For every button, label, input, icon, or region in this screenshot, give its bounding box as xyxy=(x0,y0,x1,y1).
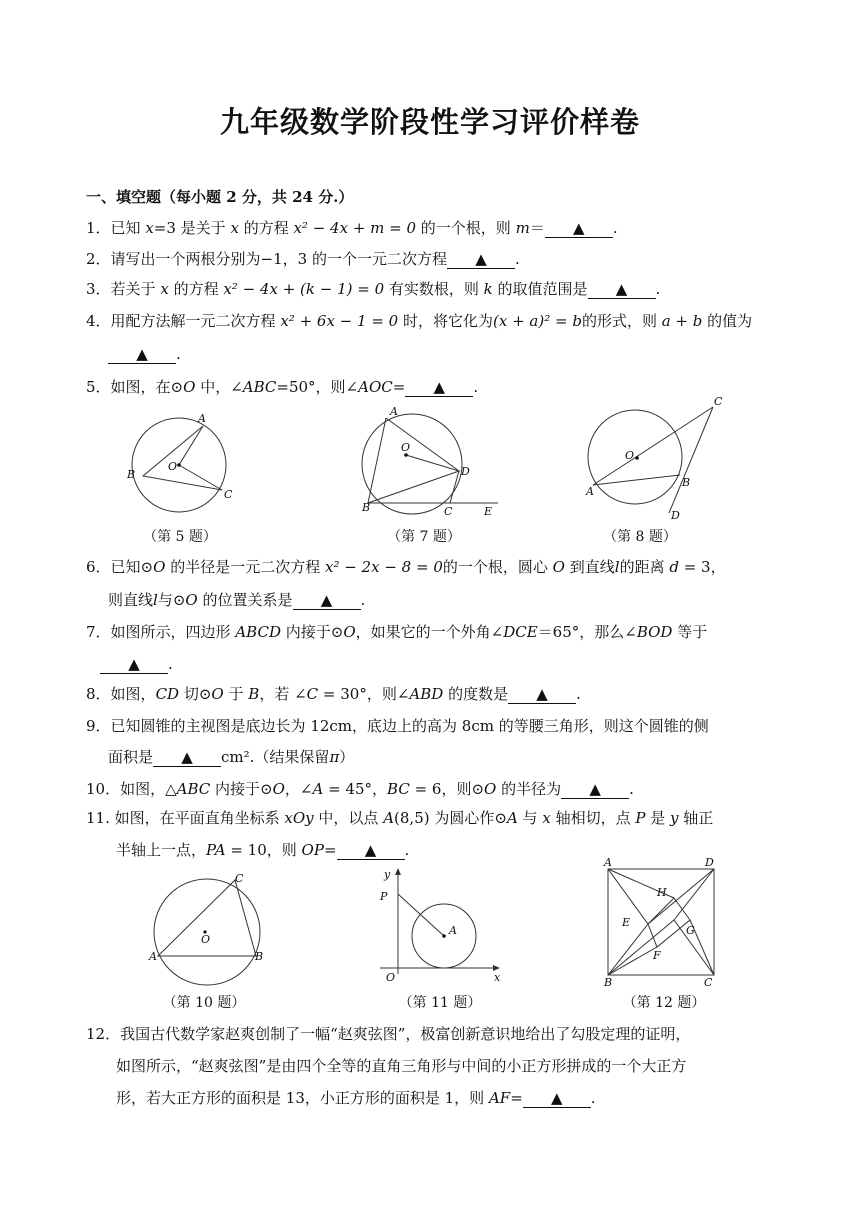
figure-11-caption: （第 11 题） xyxy=(398,995,482,1011)
point-label: A xyxy=(586,485,594,498)
point-label: D xyxy=(705,856,714,869)
point-label: B xyxy=(604,976,613,989)
question-12-line2: 如图所示，“赵爽弦图”是由四个全等的直角三角形与中间的小正方形拼成的一个大正方 xyxy=(116,1057,687,1075)
point-label: D xyxy=(671,509,680,520)
point-label: O xyxy=(201,933,211,946)
answer-blank[interactable]: ▲ xyxy=(508,685,576,704)
question-7-answer: ▲ . xyxy=(100,654,173,674)
point-label: O xyxy=(386,971,396,984)
figure-10 xyxy=(145,870,270,988)
point-label: C xyxy=(714,395,723,408)
point-label: C xyxy=(224,488,233,501)
question-9-line2: 面积是 ▲ cm².（结果保留π） xyxy=(108,748,355,766)
question-5: 5．如图，在⊙O 中，∠ABC=50°，则∠AOC= ▲ . xyxy=(86,378,479,396)
point-label: D xyxy=(461,465,470,478)
question-10: 10．如图，△ABC 内接于⊙O，∠A = 45°，BC = 6，则⊙O 的半径为 ▲ . xyxy=(86,780,634,798)
paper-title: 九年级数学阶段性学习评价样卷 xyxy=(219,105,640,139)
question-11: 11. 如图，在平面直角坐标系 xOy 中，以点 A(8,5) 为圆心作⊙A 与 x 轴相切，点 P 是 y 轴正 xyxy=(86,809,714,827)
point-label: O xyxy=(401,441,411,454)
answer-blank[interactable]: ▲ xyxy=(153,748,221,767)
point-label: F xyxy=(653,949,661,962)
question-6: 6．已知⊙O 的半径是一元二次方程 x² − 2x − 8 = 0的一个根，圆心 O 到直线l的距离 d = 3， xyxy=(86,558,726,576)
question-4: 4．用配方法解一元二次方程 x² + 6x − 1 = 0 时，将它化为(x + a)² = b的形式，则 a + b 的值为 xyxy=(86,312,753,330)
question-9: 9．已知圆锥的主视图是底边长为 12cm，底边上的高为 8cm 的等腰三角形，则这个圆锥的侧 xyxy=(86,717,709,735)
question-7: 7．如图所示，四边形 ABCD 内接于⊙O，如果它的一个外角∠DCE＝65°，那么∠BOD 等于 xyxy=(86,623,708,641)
question-4-answer: ▲ . xyxy=(108,344,181,364)
answer-blank[interactable]: ▲ xyxy=(293,591,361,610)
answer-blank[interactable]: ▲ xyxy=(100,655,168,674)
point-label: H xyxy=(657,886,667,899)
figure-7 xyxy=(356,405,506,515)
point-label: O xyxy=(168,460,178,473)
point-label: B xyxy=(362,501,371,514)
figure-5 xyxy=(118,405,248,513)
point-label: A xyxy=(449,924,457,937)
question-12-line3: 形，若大正方形的面积是 13，小正方形的面积是 1，则 AF= ▲ . xyxy=(116,1089,596,1107)
point-label: A xyxy=(390,405,398,418)
point-label: B xyxy=(255,950,264,963)
point-label: G xyxy=(686,924,695,937)
answer-blank[interactable]: ▲ xyxy=(545,219,613,238)
question-11-line2: 半轴上一点，PA = 10，则 OP= ▲ . xyxy=(116,841,410,859)
section-heading: 一、填空题（每小题 2 分，共 24 分.） xyxy=(86,188,354,206)
answer-blank[interactable]: ▲ xyxy=(108,345,176,364)
answer-blank[interactable]: ▲ xyxy=(405,378,473,397)
figure-8 xyxy=(583,395,723,520)
question-2: 2．请写出一个两根分别为−1，3 的一个一元二次方程 ▲ . xyxy=(86,250,520,268)
question-1: 1．已知 x=3 是关于 x 的方程 x² − 4x + m = 0 的一个根，则 m＝ ▲ . xyxy=(86,219,618,237)
point-label: A xyxy=(198,412,206,425)
point-label: B xyxy=(127,468,136,481)
point-label: A xyxy=(149,950,157,963)
figure-8-caption: （第 8 题） xyxy=(603,529,677,545)
point-label: A xyxy=(604,856,612,869)
answer-blank[interactable]: ▲ xyxy=(561,780,629,799)
figure-5-caption: （第 5 题） xyxy=(143,529,217,545)
axis-label: y xyxy=(384,868,391,881)
figure-11 xyxy=(372,864,507,986)
question-8: 8．如图，CD 切⊙O 于 B，若 ∠C = 30°，则∠ABD 的度数是 ▲ . xyxy=(86,685,581,703)
point-label: O xyxy=(625,449,635,462)
point-label: E xyxy=(622,916,631,929)
point-label: P xyxy=(380,890,388,903)
point-label: C xyxy=(444,505,453,515)
question-6-line2: 则直线l与⊙O 的位置关系是 ▲ . xyxy=(108,591,366,609)
point-label: B xyxy=(682,476,691,489)
answer-blank[interactable]: ▲ xyxy=(523,1089,591,1108)
question-3: 3．若关于 x 的方程 x² − 4x + (k − 1) = 0 有实数根，则 k 的取值范围是 ▲ . xyxy=(86,280,661,298)
figure-7-caption: （第 7 题） xyxy=(387,529,461,545)
figure-12 xyxy=(598,856,728,992)
point-label: C xyxy=(704,976,713,989)
question-12: 12．我国古代数学家赵爽创制了一幅“赵爽弦图”，极富创新意识地给出了勾股定理的证明， xyxy=(86,1025,691,1043)
point-label: C xyxy=(235,872,244,885)
figure-10-caption: （第 10 题） xyxy=(162,995,246,1011)
answer-blank[interactable]: ▲ xyxy=(447,250,515,269)
point-label: E xyxy=(484,505,493,515)
axis-label: x xyxy=(494,971,501,984)
answer-blank[interactable]: ▲ xyxy=(588,280,656,299)
answer-blank[interactable]: ▲ xyxy=(337,841,405,860)
figure-12-caption: （第 12 题） xyxy=(622,995,706,1011)
